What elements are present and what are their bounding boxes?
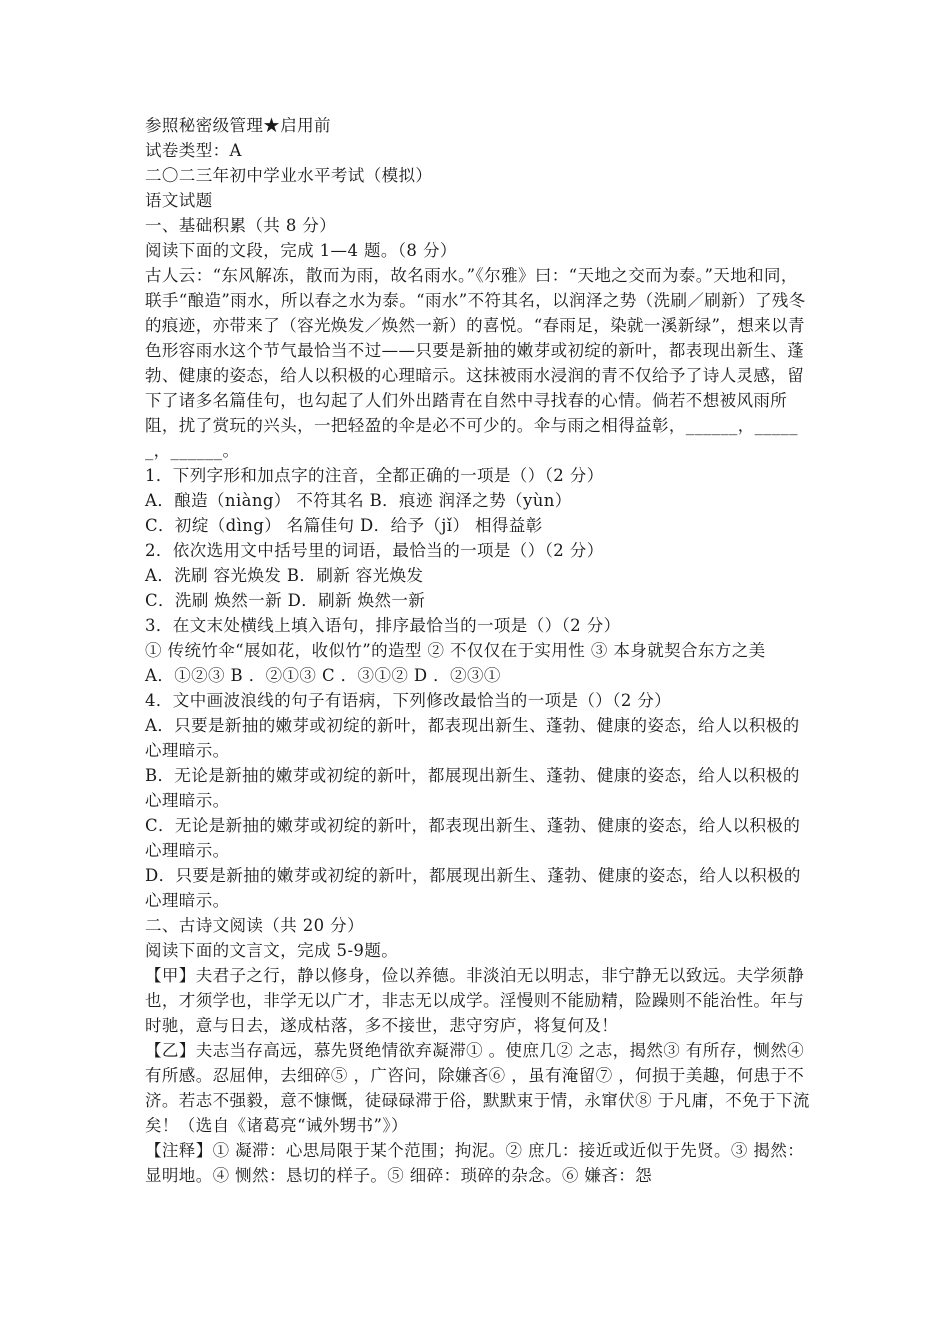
- section2-instruction: 阅读下面的文言文，完成 5-9题。: [145, 941, 399, 960]
- q4-option-c: C．无论是新抽的嫩芽或初绽的新叶，都表现出新生、蓬勃、健康的姿态，给人以积极的心理暗示。: [145, 816, 801, 860]
- q1-options-cd: C．初绽（dìng） 名篇佳句 D．给予（jǐ） 相得益彰: [145, 516, 543, 535]
- exam-page: [145, 113, 810, 1188]
- q1-options-ab: A．酿造（niàng） 不符其名 B．痕迹 润泽之势（yùn）: [145, 491, 572, 510]
- q2-options-ab: A．洗刷 容光焕发 B．刷新 容光焕发: [145, 566, 424, 585]
- q3-items: ① 传统竹伞“展如花，收似竹”的造型 ② 不仅仅在于实用性 ③ 本身就契合东方之美: [145, 641, 766, 660]
- q4-stem: 4．文中画波浪线的句子有语病，下列修改最恰当的一项是（）（2 分）: [145, 691, 672, 710]
- q1-stem: 1．下列字形和加点字的注音，全都正确的一项是（）（2 分）: [145, 466, 604, 485]
- section1-instruction: 阅读下面的文段，完成 1—4 题。（8 分）: [145, 241, 457, 260]
- confidential-label: 参照秘密级管理★启用前: [145, 116, 331, 135]
- section2-title: 二、古诗文阅读（共 20 分）: [145, 916, 364, 935]
- q4-option-d: D．只要是新抽的嫩芽或初绽的新叶，都展现出新生、蓬勃、健康的姿态，给人以积极的心理暗示。: [145, 866, 801, 910]
- q2-stem: 2．依次选用文中括号里的词语，最恰当的一项是（）（2 分）: [145, 541, 604, 560]
- paper-type: 试卷类型：A: [145, 141, 242, 160]
- q4-option-b: B．无论是新抽的嫩芽或初绽的新叶，都展现出新生、蓬勃、健康的姿态，给人以积极的心理暗示。: [145, 766, 800, 810]
- exam-title: 二〇二三年初中学业水平考试（模拟）: [145, 166, 433, 185]
- q4-option-a: A．只要是新抽的嫩芽或初绽的新叶，都表现出新生、蓬勃、健康的姿态，给人以积极的心理暗示。: [145, 716, 800, 760]
- q3-options: A．①②③ B ．②①③ C ．③①② D ．②③①: [145, 666, 501, 685]
- subject-title: 语文试题: [145, 191, 213, 210]
- passage-jia: 【甲】夫君子之行，静以修身，俭以养德。非淡泊无以明志，非宁静无以致远。夫学须静也，才须学也，非学无以广才，非志无以成学。淫慢则不能励精，险躁则不能治性。年与时驰，意与日去，遂成枯落，多不接世，悲守穷庐，将复何及！: [145, 966, 805, 1035]
- annotations: 【注释】① 凝滞：心思局限于某个范围；拘泥。② 庶几：接近或近似于先贤。③ 揭然：显明地。④ 恻然：恳切的样子。⑤ 细碎：琐碎的杂念。⑥ 嫌吝：怨: [145, 1141, 805, 1185]
- q3-stem: 3．在文末处横线上填入语句，排序最恰当的一项是（）（2 分）: [145, 616, 621, 635]
- q2-options-cd: C．洗刷 焕然一新 D．刷新 焕然一新: [145, 591, 426, 610]
- passage-yi: 【乙】夫志当存高远，慕先贤绝情欲弃凝滞① 。使庶几② 之志，揭然③ 有所存，恻然④ 有所感。忍屈伸，去细碎⑤ ，广咨问，除嫌吝⑥ ，虽有淹留⑦ ，何损于美趣，何患于不济。若志不强毅，意不慷慨，徒碌碌滞于俗，默默束于情，永窜伏⑧ 于凡庸，不免于下流矣！（选自《诸葛亮“诫外甥书”》）: [145, 1041, 810, 1135]
- section1-title: 一、基础积累（共 8 分）: [145, 216, 337, 235]
- section1-passage: 古人云：“东风解冻，散而为雨，故名雨水。”《尔雅》曰：“天地之交而为泰。”天地和同，联手“酿造”雨水，所以春之水为泰。“雨水”不符其名，以润泽之势（洗刷／刷新）了残冬的痕迹，亦带来了（容光焕发／焕然一新）的喜悦。“春雨足，染就一溪新绿”，想来以青色形容雨水这个节气最恰当不过——只要是新抽的嫩芽或初绽的新叶，都表现出新生、蓬勃、健康的姿态，给人以积极的心理暗示。这抹被雨水浸润的青不仅给予了诗人灵感，留下了诸多名篇佳句，也勾起了人们外出踏青在自然中寻找春的心情。倘若不想被风雨所阻，扰了赏玩的兴头，一把轻盈的伞是必不可少的。伞与雨之相得益彰，______，______，______。: [145, 266, 806, 460]
